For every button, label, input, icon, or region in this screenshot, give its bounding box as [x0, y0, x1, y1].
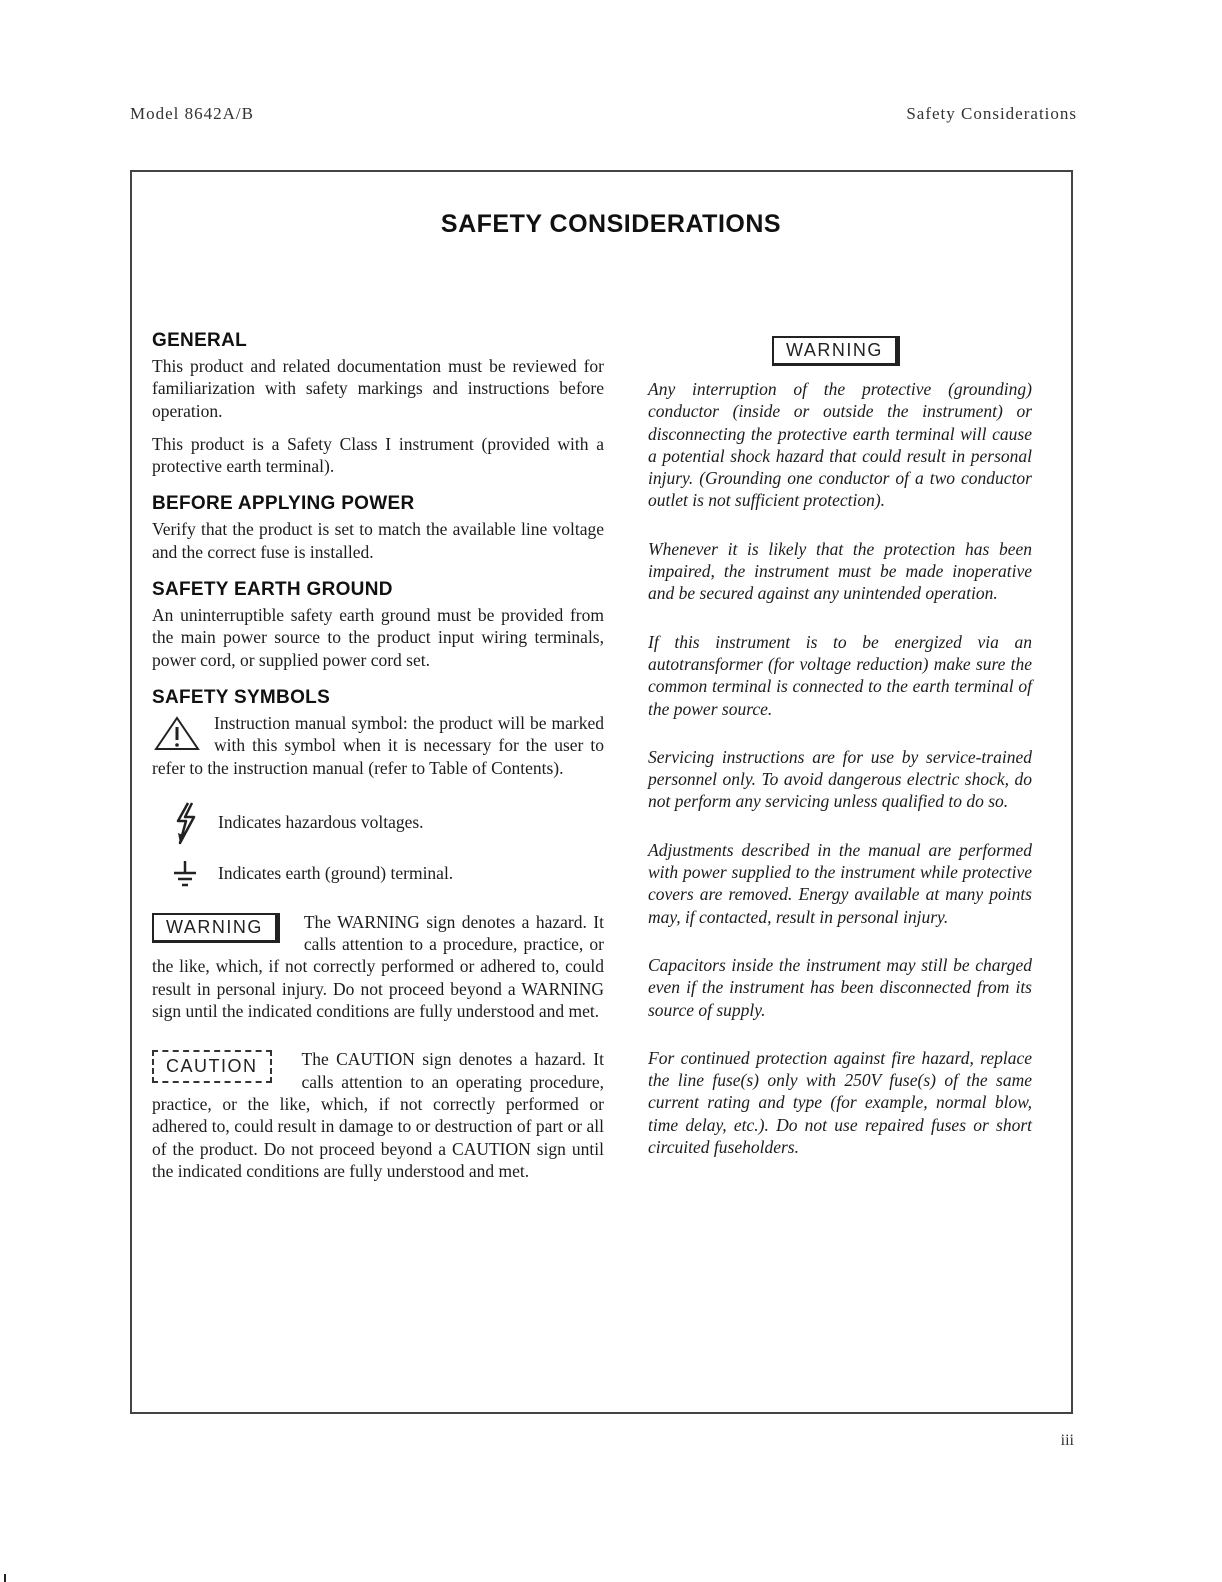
page-title: SAFETY CONSIDERATIONS [440, 210, 782, 238]
manual-symbol-text: Instruction manual symbol: the product will be marked with this symbol when it is necessary for the user to refer to the instruction manual (refer to Table of Contents). [152, 712, 604, 778]
earth-ground-icon [170, 859, 200, 889]
header-section: Safety Considerations [906, 104, 1077, 123]
right-column [648, 336, 1032, 1158]
warning-paragraph: Servicing instructions are for use by service-trained personnel only. To avoid dangerous electric shock, do not perform any servicing unless qualified to do so. [648, 746, 1032, 812]
warning-paragraph: Adjustments described in the manual are performed with power supplied to the instrument while protective covers are removed. Energy available at many points may, if contacted, result in personal injury. [648, 839, 1032, 927]
caution-sign-text: The CAUTION sign denotes a hazard. It calls attention to an operating procedure, practice, or the like, which, if not correctly performed or adhered to, could result in damage to or destruction of part or all of the product. Do not proceed beyond a CAUTION sign until the indicated conditions are fully understood and met. [152, 1049, 604, 1181]
instruction-manual-icon [152, 714, 202, 752]
before-power-paragraph: Verify that the product is set to match the available line voltage and the correct fuse is installed. [152, 519, 604, 562]
warning-paragraph: If this instrument is to be energized via an autotransformer (for voltage reduction) make sure the common terminal is connected to the earth terminal of the power source. [648, 631, 1032, 719]
warning-column-badge: WARNING [772, 336, 900, 366]
heading-before-power: BEFORE APPLYING POWER [152, 493, 415, 515]
caution-sign-badge: CAUTION [152, 1050, 272, 1083]
warning-paragraph: Capacitors inside the instrument may still be charged even if the instrument has been disconnected from its source of supply. [648, 954, 1032, 1020]
warning-paragraph: Any interruption of the protective (grounding) conductor (inside or outside the instrument) or disconnecting the protective earth terminal will cause a potential shock hazard that could result in personal injury. (Grounding one conductor of a two conductor outlet is not sufficient protection). [648, 379, 1032, 511]
earth-ground-paragraph: An uninterruptible safety earth ground must be provided from the main power source to the product input wiring terminals, power cord, or supplied power cord set. [152, 605, 604, 670]
hazard-voltage-text: Indicates hazardous voltages. [218, 812, 424, 833]
warning-sign-badge: WARNING [152, 913, 280, 943]
heading-earth-ground: SAFETY EARTH GROUND [152, 579, 393, 601]
header-model: Model 8642A/B [130, 104, 254, 123]
page-number: iii [1060, 1432, 1074, 1449]
warning-sign-text: The WARNING sign denotes a hazard. It calls attention to a procedure, practice, or the like, which, if not correctly performed or adhered to, could result in personal injury. Do not proceed beyond a WARNING sign until the indicated conditions are fully understood and met. [152, 911, 604, 1022]
heading-general: GENERAL [152, 330, 247, 351]
earth-terminal-text: Indicates earth (ground) terminal. [218, 863, 454, 884]
heading-safety-symbols: SAFETY SYMBOLS [152, 686, 331, 708]
hazardous-voltage-icon [170, 801, 200, 845]
general-paragraph-2: This product is a Safety Class I instrument (provided with a protective earth terminal). [152, 433, 604, 477]
left-column [152, 330, 604, 1182]
general-paragraph-1: This product and related documentation must be reviewed for familiarization with safety markings and instructions before operation. [152, 356, 604, 421]
warning-paragraph: For continued protection against fire hazard, replace the line fuse(s) only with 250V fuse(s) of the same current rating and type (for example, normal blow, time delay, etc.). Do not use repaired fuses or short circuited fuseholders. [648, 1047, 1032, 1158]
scan-mark [4, 1574, 6, 1582]
warning-paragraph: Whenever it is likely that the protection has been impaired, the instrument must be made inoperative and be secured against any unintended operation. [648, 538, 1032, 604]
warning-list [648, 378, 1032, 1158]
